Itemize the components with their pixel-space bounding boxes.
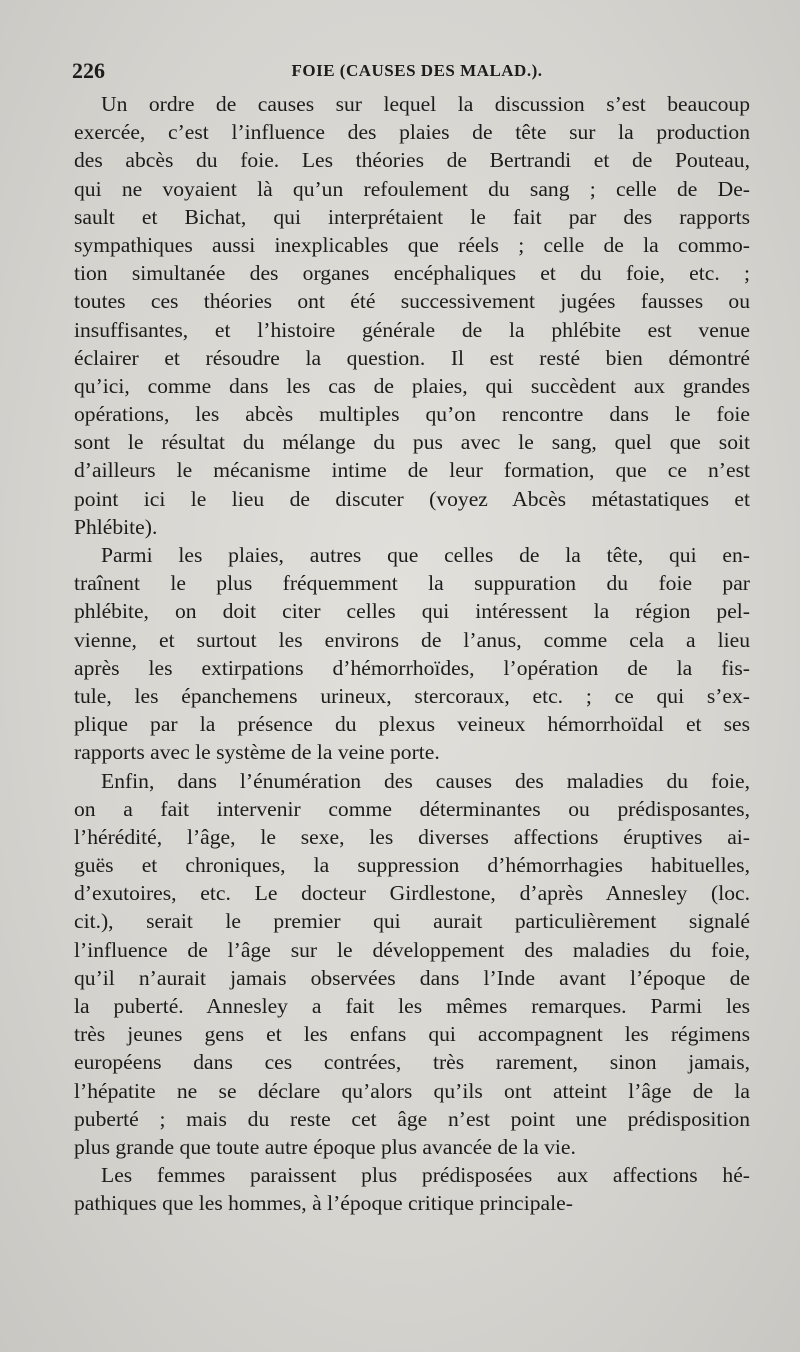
text-line: des abcès du foie. Les théories de Bertrandi et de Pouteau,	[74, 148, 750, 173]
text-line: tule, les épanchemens urineux, stercoraux, etc. ; ce qui s’ex-	[74, 683, 750, 708]
text-line: qui ne voyaient là qu’un refoulement du sang ; celle de De-	[74, 176, 750, 201]
text-line: qu’ici, comme dans les cas de plaies, qui succèdent aux grandes	[74, 373, 750, 398]
text-line: sont le résultat du mélange du pus avec le sang, quel que soit	[74, 430, 750, 455]
text-line: d’exutoires, etc. Le docteur Girdlestone, d’après Annesley (loc.	[74, 881, 750, 906]
text-line: Phlébite).	[74, 514, 158, 539]
paragraph	[74, 90, 750, 541]
text-line: européens dans ces contrées, très rarement, sinon jamais,	[74, 1050, 750, 1075]
text-line: éclairer et résoudre la question. Il est resté bien démontré	[74, 345, 750, 370]
running-head	[72, 58, 762, 88]
text-line: toutes ces théories ont été successivement jugées fausses ou	[74, 289, 750, 314]
running-title: FOIE (CAUSES DES MALAD.).	[291, 61, 543, 80]
text-line: opérations, les abcès multiples qu’on rencontre dans le foie	[74, 402, 750, 427]
text-line: rapports avec le système de la veine porte.	[74, 740, 440, 765]
text-line: traînent le plus fréquemment la suppuration du foie par	[74, 571, 750, 596]
text-line: qu’il n’aurait jamais observées dans l’Inde avant l’époque de	[74, 965, 750, 990]
text-line: puberté ; mais du reste cet âge n’est point une prédisposition	[74, 1106, 750, 1131]
text-line: guës et chroniques, la suppression d’hémorrhagies habituelles,	[74, 853, 750, 878]
text-line: cit.), serait le premier qui aurait particulièrement signalé	[74, 909, 750, 934]
text-line: sympathiques aussi inexplicables que réels ; celle de la commo-	[74, 232, 750, 257]
text-line: pathiques que les hommes, à l’époque critique principale-	[74, 1191, 573, 1216]
text-line: exercée, c’est l’influence des plaies de tête sur la production	[74, 120, 750, 145]
text-line: après les extirpations d’hémorrhoïdes, l’opération de la fis-	[74, 655, 750, 680]
text-line: sault et Bichat, qui interprétaient le fait par des rapports	[74, 204, 750, 229]
text-line: tion simultanée des organes encéphaliques et du foie, etc. ;	[74, 261, 750, 286]
page-number: 226	[72, 58, 105, 83]
text-line: très jeunes gens et les enfans qui accompagnent les régimens	[74, 1022, 750, 1047]
text-line: point ici le lieu de discuter (voyez Abcès métastatiques et	[74, 486, 750, 511]
paragraph	[74, 1161, 750, 1217]
text-line: Les femmes paraissent plus prédisposées aux affections hé-	[101, 1163, 750, 1188]
body-text	[74, 90, 750, 1218]
text-line: Un ordre de causes sur lequel la discussion s’est beaucoup	[101, 92, 750, 116]
text-line: la puberté. Annesley a fait les mêmes remarques. Parmi les	[74, 994, 750, 1018]
text-line: insuffisantes, et l’histoire générale de la phlébite est venue	[74, 317, 750, 342]
paragraph	[74, 541, 750, 767]
text-line: plique par la présence du plexus veineux hémorrhoïdal et ses	[74, 712, 750, 737]
text-line: vienne, et surtout les environs de l’anus, comme cela a lieu	[74, 627, 750, 652]
text-line: on a fait intervenir comme déterminantes ou prédisposantes,	[74, 796, 750, 821]
text-line: l’hérédité, l’âge, le sexe, les diverses affections éruptives ai-	[74, 824, 750, 849]
text-line: plus grande que toute autre époque plus avancée de la vie.	[74, 1134, 576, 1159]
text-line: Parmi les plaies, autres que celles de la tête, qui en-	[101, 543, 750, 567]
text-line: l’influence de l’âge sur le développement des maladies du foie,	[74, 937, 750, 962]
paragraph	[74, 767, 750, 1162]
text-line: Enfin, dans l’énumération des causes des maladies du foie,	[101, 768, 750, 793]
text-line: l’hépatite ne se déclare qu’alors qu’ils ont atteint l’âge de la	[74, 1078, 750, 1103]
text-line: d’ailleurs le mécanisme intime de leur formation, que ce n’est	[74, 458, 750, 483]
text-line: phlébite, on doit citer celles qui intéressent la région pel-	[74, 599, 750, 624]
